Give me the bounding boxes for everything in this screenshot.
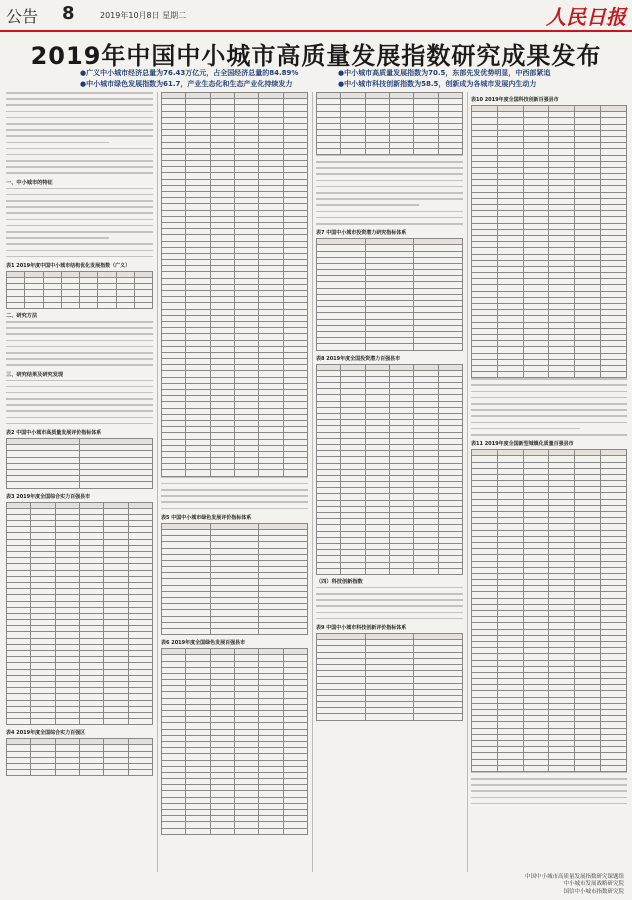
table-title: 表4 2019年度全国综合实力百强区 xyxy=(6,730,86,737)
text-line xyxy=(6,237,109,239)
table-title: 表9 中国中小城市科技创新评价指标体系 xyxy=(316,625,407,631)
text-line xyxy=(316,587,463,589)
table-cell xyxy=(341,148,365,154)
table-title: 表8 2019年度全国投资潜力百强县市 xyxy=(316,355,401,362)
text-line xyxy=(161,483,308,485)
table-cell xyxy=(98,302,116,308)
text-line xyxy=(6,142,109,144)
table-cell xyxy=(61,302,79,308)
table-cell xyxy=(259,828,283,834)
text-line xyxy=(6,321,153,323)
text-line xyxy=(471,434,627,436)
table-title: 表1 2019年度中国中小城市结构优化发展指数（广义） xyxy=(6,262,131,269)
table-title: 表10 2019年度全国科技创新百强县市 xyxy=(471,97,559,103)
table-cell xyxy=(283,828,307,834)
text-line xyxy=(471,428,580,430)
text-line xyxy=(316,605,463,607)
subhead-2: ●中小城市绿色发展指数为61.7，产业生态化和生态产业化持续发力 xyxy=(80,80,293,88)
data-table xyxy=(6,438,153,489)
text-line xyxy=(471,403,627,405)
headline: 2019年中国中小城市高质量发展指数研究成果发布 xyxy=(30,42,602,70)
text-line xyxy=(6,423,153,425)
text-line xyxy=(6,98,153,100)
table-cell xyxy=(259,628,308,634)
table-row xyxy=(317,344,463,350)
text-line xyxy=(6,346,153,348)
text-line xyxy=(471,772,627,774)
text-line xyxy=(6,380,153,382)
data-table xyxy=(161,92,308,477)
table-cell xyxy=(414,714,463,720)
credit-line: 中小城市发展战略研究院 xyxy=(563,881,624,887)
data-table xyxy=(471,449,627,772)
table-cell xyxy=(134,302,152,308)
table-cell xyxy=(79,719,103,725)
credit-line: 国信中小城市指数研究院 xyxy=(563,888,624,895)
text-line xyxy=(471,397,627,399)
table-title: 表11 2019年度全国新型城镇化质量百强县市 xyxy=(471,441,574,448)
table-cell xyxy=(414,568,438,574)
text-line xyxy=(316,217,463,219)
text-line xyxy=(6,410,153,412)
text-line xyxy=(316,593,463,595)
table-block xyxy=(471,96,627,804)
table-cell xyxy=(365,344,414,350)
column-1 xyxy=(6,92,153,872)
text-line xyxy=(6,327,153,329)
text-line xyxy=(6,154,153,156)
text-line xyxy=(471,790,627,792)
data-table xyxy=(316,364,463,575)
section-heading: 一、中小城市的特征 xyxy=(6,179,53,186)
data-table xyxy=(161,523,308,635)
text-line xyxy=(161,495,308,497)
table-row xyxy=(7,770,153,776)
page-number: 8 xyxy=(62,3,75,24)
text-line xyxy=(316,180,463,182)
text-line xyxy=(471,378,627,380)
table-cell xyxy=(186,470,210,476)
text-line xyxy=(316,612,463,614)
footer-credits xyxy=(525,874,624,897)
text-line xyxy=(6,231,153,233)
table-title: 表5 中国中小城市绿色发展评价指标体系 xyxy=(161,514,252,521)
section-heading: 二、研究方法 xyxy=(6,313,38,319)
table-row xyxy=(162,470,308,476)
table-row xyxy=(317,568,463,574)
table-row xyxy=(472,372,627,378)
text-line xyxy=(6,256,153,258)
table-cell xyxy=(210,828,234,834)
text-line xyxy=(6,129,153,131)
text-line xyxy=(6,417,153,419)
text-line xyxy=(6,352,153,354)
table-cell xyxy=(601,372,627,378)
table-cell xyxy=(523,372,549,378)
text-line xyxy=(471,803,627,805)
subhead-3: ●中小城市高质量发展指数为70.5，东部先发优势明显，中西部紧追 xyxy=(338,69,551,77)
text-line xyxy=(6,243,153,245)
text-line xyxy=(6,117,153,119)
column-divider xyxy=(312,92,313,872)
table-row xyxy=(472,765,627,771)
text-line xyxy=(6,188,153,190)
table-cell xyxy=(601,765,627,771)
text-line xyxy=(6,404,153,406)
table-row xyxy=(162,628,308,634)
table-cell xyxy=(104,719,128,725)
table-block xyxy=(316,92,463,721)
text-line xyxy=(161,508,308,510)
section-label: 公告 xyxy=(6,7,39,26)
table-cell xyxy=(414,344,463,350)
table-cell xyxy=(389,568,413,574)
text-line xyxy=(161,477,308,479)
table-cell xyxy=(25,302,43,308)
text-line xyxy=(6,160,153,162)
text-line xyxy=(6,364,153,366)
text-line xyxy=(471,409,627,411)
credit-line: 中国中小城市高质量发展指数研究课题组 xyxy=(524,873,624,880)
subhead-4: ●中小城市科技创新指数为58.5，创新成为各城市发展内生动力 xyxy=(338,80,537,88)
text-line xyxy=(471,784,627,786)
table-cell xyxy=(116,302,134,308)
text-line xyxy=(471,415,627,417)
table-cell xyxy=(497,765,523,771)
text-line xyxy=(471,391,627,393)
table-cell xyxy=(162,470,186,476)
text-line xyxy=(6,219,153,221)
table-cell xyxy=(31,770,55,776)
column-4 xyxy=(471,92,627,872)
table-cell xyxy=(365,148,389,154)
table-cell xyxy=(317,148,341,154)
table-title: 表7 中国中小城市投资潜力研究指标体系 xyxy=(316,230,407,237)
text-line xyxy=(6,92,153,94)
table-cell xyxy=(186,828,210,834)
text-line xyxy=(161,489,308,491)
table-cell xyxy=(234,470,258,476)
section-heading: 三、研究结果及研究发现 xyxy=(6,371,64,378)
text-line xyxy=(161,501,308,503)
table-row xyxy=(7,719,153,725)
text-line xyxy=(316,618,463,620)
text-line xyxy=(6,123,153,125)
table-cell xyxy=(80,302,98,308)
table-cell xyxy=(365,714,414,720)
subhead-1: ●广义中小城市经济总量为76.43万亿元，占全国经济总量的84.89% xyxy=(80,69,299,77)
text-line xyxy=(471,797,627,799)
newspaper-logo: 人民日报 xyxy=(546,5,626,29)
text-line xyxy=(6,148,153,150)
page-header xyxy=(0,0,632,32)
data-table xyxy=(316,633,463,721)
column-2 xyxy=(161,92,308,872)
text-line xyxy=(471,384,627,386)
text-line xyxy=(316,161,463,163)
table-cell xyxy=(234,828,258,834)
table-cell xyxy=(575,372,601,378)
table-cell xyxy=(162,628,211,634)
table-title: 表3 2019年度全国综合实力百强县市 xyxy=(6,493,91,500)
table-cell xyxy=(472,765,498,771)
table-cell xyxy=(210,628,259,634)
text-line xyxy=(6,392,153,394)
text-line xyxy=(316,599,463,601)
table-cell xyxy=(438,148,462,154)
column-3 xyxy=(316,92,463,872)
table-row xyxy=(317,714,463,720)
issue-date: 2019年10月8日 星期二 xyxy=(100,11,187,20)
data-table xyxy=(316,238,463,350)
data-table xyxy=(161,648,308,835)
data-table xyxy=(471,105,627,378)
body-text-block xyxy=(6,92,153,872)
table-cell xyxy=(283,470,307,476)
text-line xyxy=(6,172,153,174)
table-cell xyxy=(31,719,55,725)
text-line xyxy=(6,333,153,335)
table-cell xyxy=(341,568,365,574)
table-cell xyxy=(575,765,601,771)
table-cell xyxy=(317,714,366,720)
table-title: 表6 2019年度全国绿色发展百强县市 xyxy=(161,640,246,647)
table-cell xyxy=(414,148,438,154)
text-line xyxy=(6,386,153,388)
text-line xyxy=(6,340,153,342)
table-title: 表2 中国中小城市高质量发展评价指标体系 xyxy=(6,430,102,436)
table-cell xyxy=(128,719,152,725)
table-cell xyxy=(210,470,234,476)
text-line xyxy=(6,206,153,208)
text-line xyxy=(471,422,627,424)
text-line xyxy=(316,204,419,206)
section-heading: （四）科技创新指数 xyxy=(316,578,363,585)
table-row xyxy=(7,302,153,308)
text-line xyxy=(316,173,463,175)
text-line xyxy=(316,211,463,213)
table-cell xyxy=(55,770,79,776)
text-line xyxy=(316,198,463,200)
table-cell xyxy=(162,828,186,834)
text-line xyxy=(6,200,153,202)
table-cell xyxy=(7,770,31,776)
data-table xyxy=(6,502,153,726)
text-line xyxy=(316,223,463,225)
text-line xyxy=(316,167,463,169)
text-line xyxy=(471,778,627,780)
text-line xyxy=(316,192,463,194)
table-cell xyxy=(104,770,128,776)
text-line xyxy=(6,104,153,106)
text-line xyxy=(6,225,153,227)
table-cell xyxy=(43,302,61,308)
column-divider xyxy=(467,92,468,872)
table-cell xyxy=(7,482,80,488)
table-cell xyxy=(7,719,31,725)
data-table xyxy=(316,92,463,155)
text-line xyxy=(6,194,153,196)
table-cell xyxy=(7,302,25,308)
table-cell xyxy=(259,470,283,476)
table-row xyxy=(162,828,308,834)
text-line xyxy=(6,135,153,137)
table-cell xyxy=(317,344,366,350)
table-cell xyxy=(549,765,575,771)
table-cell xyxy=(128,770,152,776)
table-cell xyxy=(438,568,462,574)
text-line xyxy=(316,186,463,188)
column-divider xyxy=(157,92,158,872)
text-line xyxy=(6,398,153,400)
table-cell xyxy=(55,719,79,725)
table-row xyxy=(317,148,463,154)
table-row xyxy=(7,482,153,488)
data-table xyxy=(6,738,153,776)
table-cell xyxy=(497,372,523,378)
table-cell xyxy=(549,372,575,378)
table-cell xyxy=(523,765,549,771)
table-cell xyxy=(317,568,341,574)
table-cell xyxy=(79,770,103,776)
table-block xyxy=(161,92,308,835)
text-line xyxy=(6,166,153,168)
table-cell xyxy=(365,568,389,574)
table-cell xyxy=(80,482,153,488)
text-line xyxy=(6,111,153,113)
data-table xyxy=(6,271,153,309)
text-line xyxy=(6,358,153,360)
subheads xyxy=(8,66,628,90)
table-cell xyxy=(389,148,413,154)
text-line xyxy=(6,212,153,214)
text-line xyxy=(6,250,153,252)
text-line xyxy=(316,155,463,157)
table-cell xyxy=(472,372,498,378)
